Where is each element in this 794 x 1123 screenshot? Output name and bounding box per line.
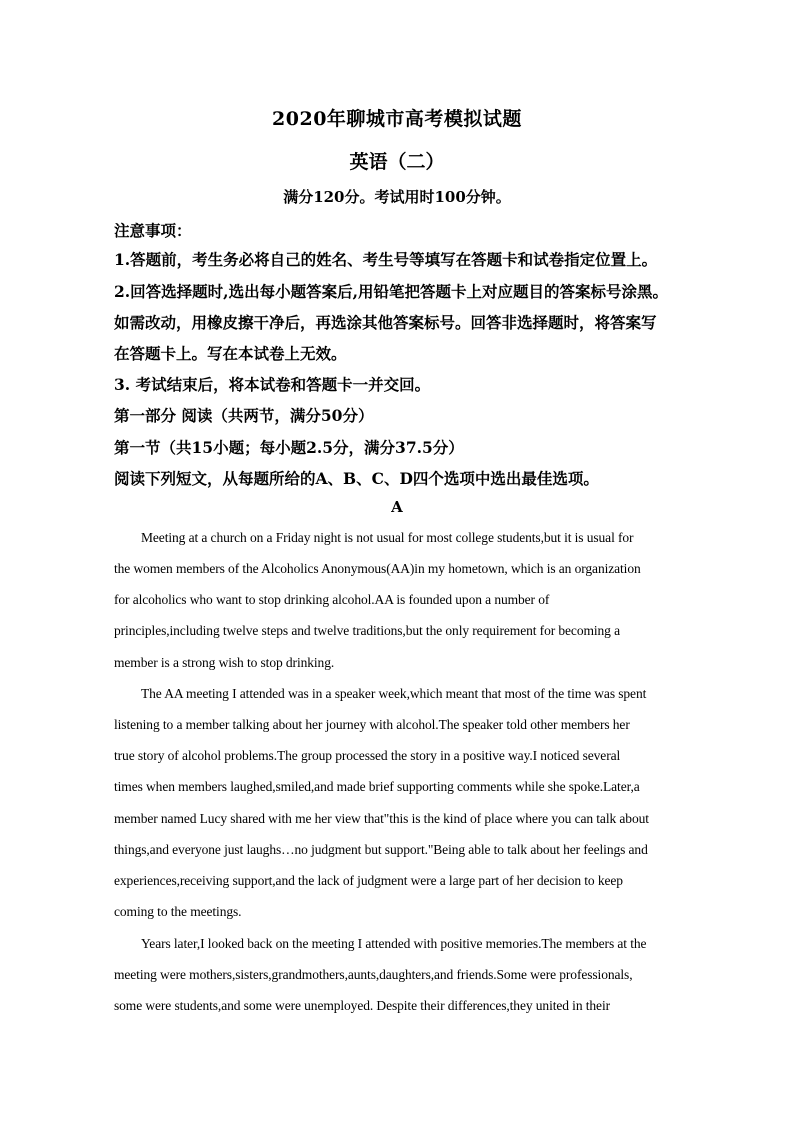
notice-line-1: 1.答题前，考生务必将自己的姓名、考生号等填写在答题卡和试卷指定位置上。 [114, 250, 658, 269]
notice-line-5: 3. 考试结束后，将本试卷和答题卡一并交回。 [114, 375, 431, 394]
exam-title: 2020年聊城市高考模拟试题 [272, 108, 522, 130]
section-subsection: 第一节（共15小题；每小题2.5分，满分37.5分） [114, 438, 464, 457]
passage-line: times when members laughed,smiled,and made brief supporting comments while she spoke.Later,a [114, 779, 640, 794]
score-info: 满分120分。考试用时100分钟。 [283, 188, 511, 206]
passage-line: coming to the meetings. [114, 904, 242, 919]
passage-line: The AA meeting I attended was in a speaker week,which meant that most of the time was spent [141, 686, 647, 701]
passage-line: for alcoholics who want to stop drinking alcohol.AA is founded upon a number of [114, 592, 550, 607]
notice-line-3: 如需改动，用橡皮擦干净后，再选涂其他答案标号。回答非选择题时，将答案写 [114, 313, 657, 332]
passage-line: Meeting at a church on a Friday night is not usual for most college students,but it is usual for [141, 530, 634, 545]
passage-line: true story of alcohol problems.The group processed the story in a positive way.I noticed several [114, 748, 621, 763]
passage-line: member named Lucy shared with me her view that"this is the kind of place where you can talk about [114, 811, 649, 826]
passage-line: Years later,I looked back on the meeting I attended with positive memories.The members at the [141, 936, 647, 951]
section-instruction: 阅读下列短文，从每题所给的A、B、C、D四个选项中选出最佳选项。 [114, 469, 599, 488]
passage-line: the women members of the Alcoholics Anonymous(AA)in my hometown, which is an organization [114, 561, 641, 576]
passage-line: meeting were mothers,sisters,grandmothers,aunts,daughters,and friends.Some were professionals, [114, 967, 633, 982]
passage-line: experiences,receiving support,and the lack of judgment were a large part of her decision to keep [114, 873, 623, 888]
passage-line: some were students,and some were unemployed. Despite their differences,they united in their [114, 998, 610, 1013]
notice-line-2: 2.回答选择题时,选出每小题答案后,用铅笔把答题卡上对应题目的答案标号涂黑。 [114, 282, 668, 301]
exam-subtitle: 英语（二） [349, 151, 445, 173]
passage-line: member is a strong wish to stop drinking. [114, 655, 335, 670]
section-part: 第一部分 阅读（共两节，满分50分） [114, 406, 374, 425]
passage-label: A [391, 498, 403, 516]
passage-line: things,and everyone just laughs…no judgment but support."Being able to talk about her feelings and [114, 842, 648, 857]
notice-line-4: 在答题卡上。写在本试卷上无效。 [114, 344, 347, 363]
passage-line: listening to a member talking about her journey with alcohol.The speaker told other members her [114, 717, 630, 732]
notice-heading: 注意事项： [114, 221, 192, 240]
passage-line: principles,including twelve steps and twelve traditions,but the only requirement for becoming a [114, 623, 620, 638]
